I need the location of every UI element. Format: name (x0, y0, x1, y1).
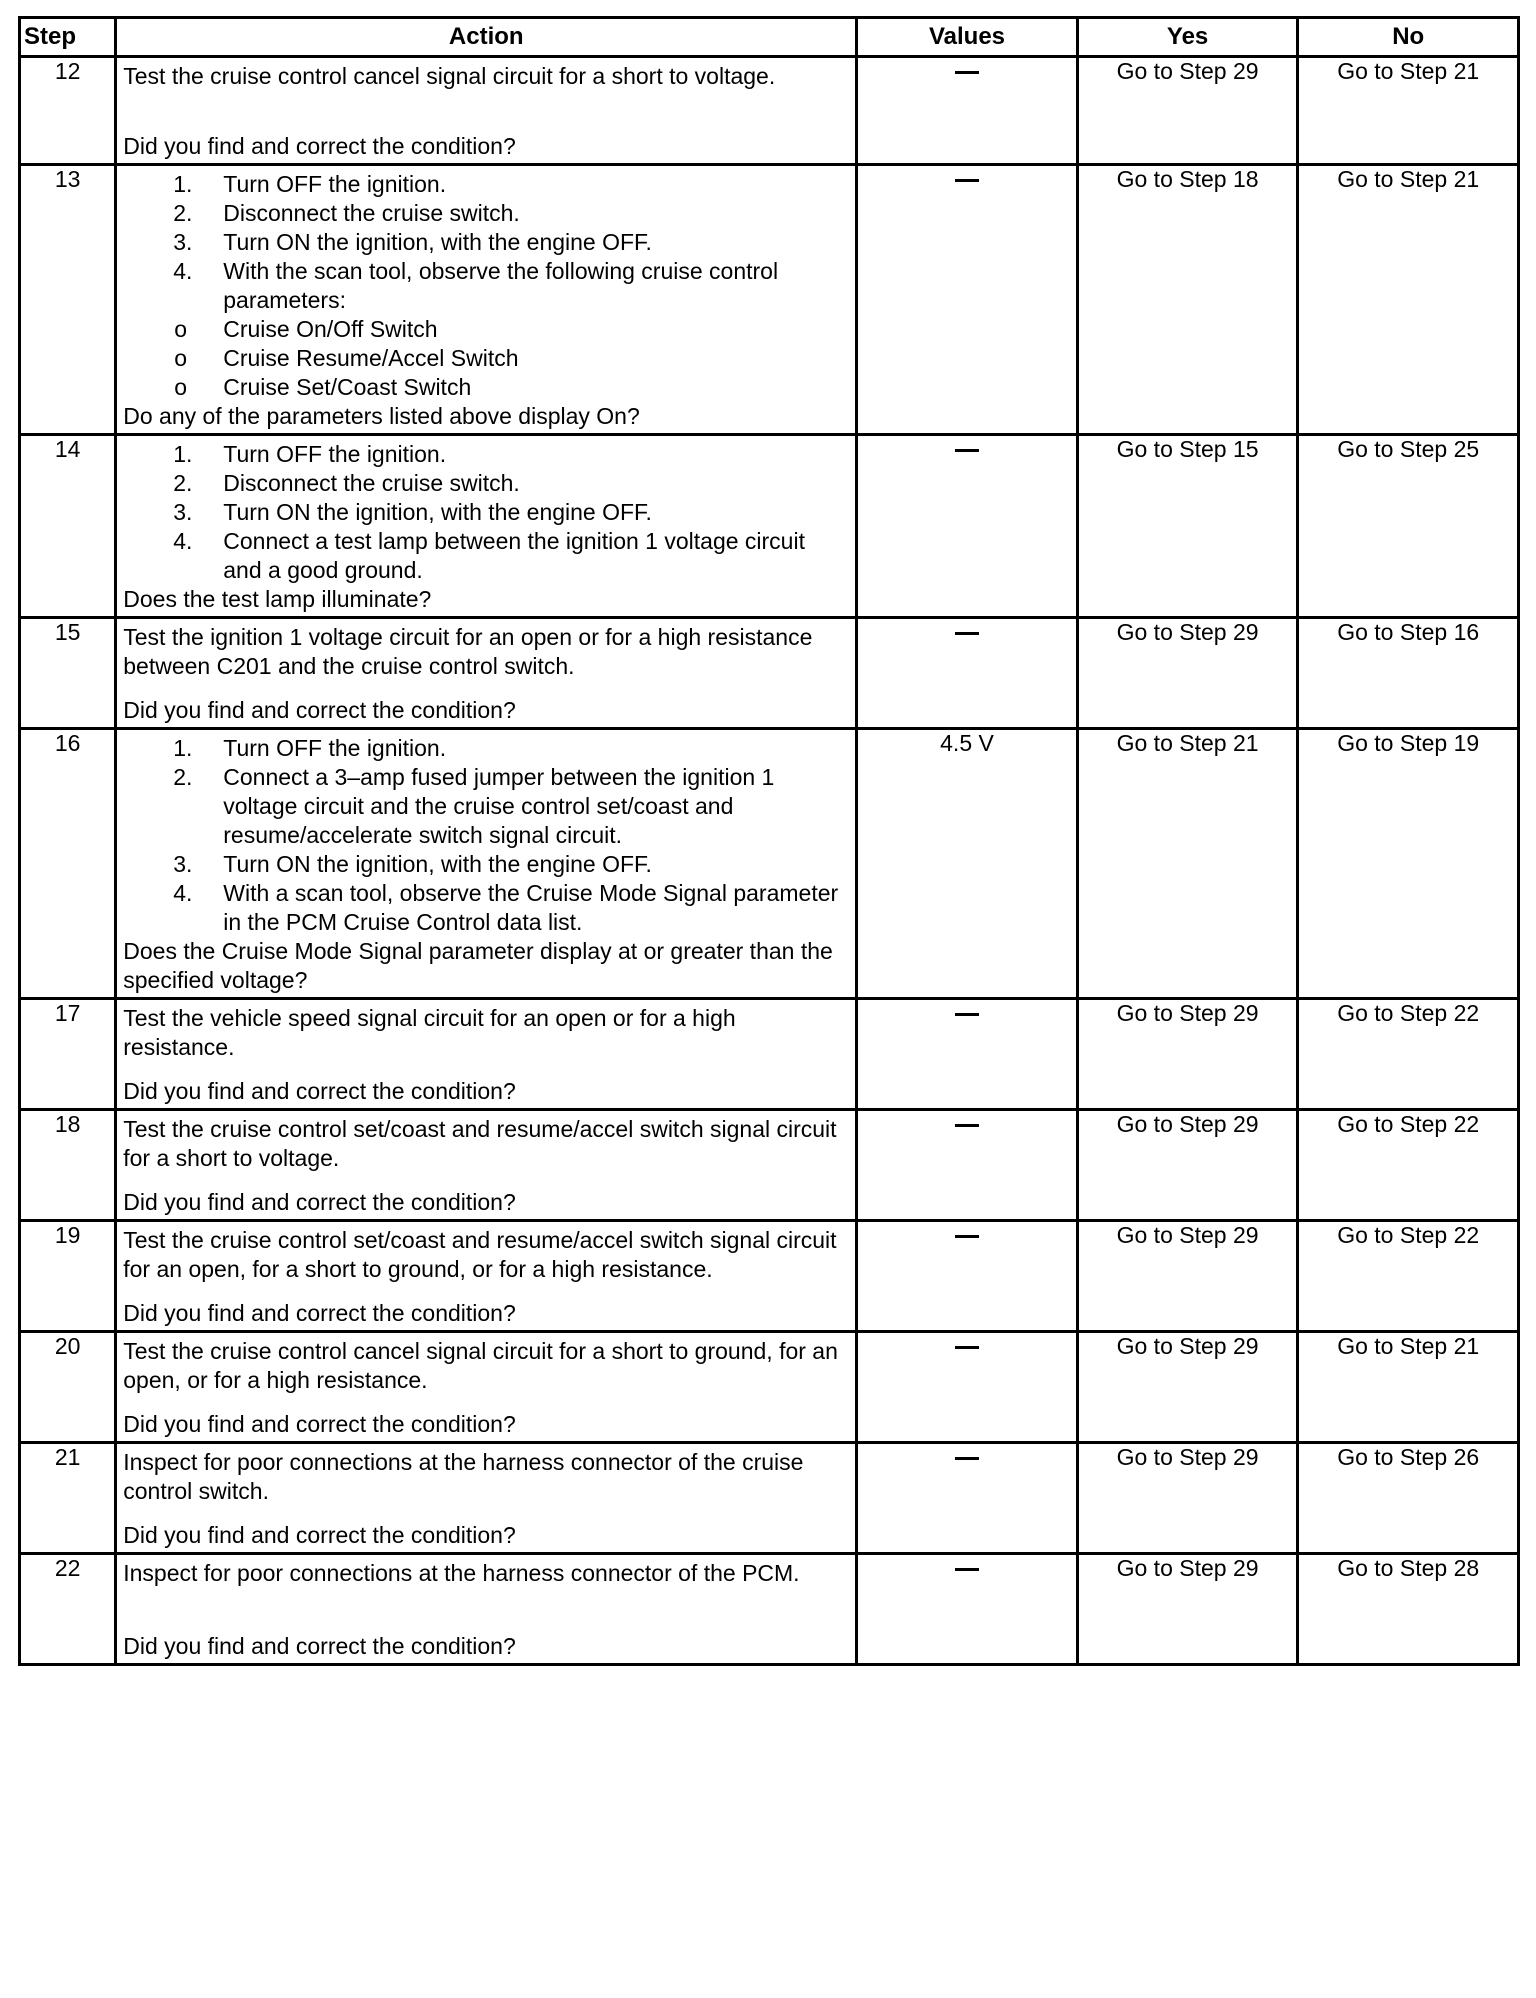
spacer (123, 1062, 849, 1077)
values-header: Values (857, 18, 1078, 57)
action-question: Did you find and correct the condition? (123, 697, 516, 723)
no-value-dash (955, 1346, 979, 1349)
step-item-text: With a scan tool, observe the Cruise Mode Signal parameter in the PCM Cruise Control data list. (223, 880, 839, 935)
action-content (117, 1222, 855, 1330)
step-number: 15 (20, 618, 116, 729)
list-item (123, 315, 849, 344)
action-content (117, 58, 855, 163)
values-cell (857, 435, 1078, 618)
step-item-number: 2. (173, 764, 193, 790)
values-cell (857, 1554, 1078, 1665)
action-instruction: Test the cruise control cancel signal circuit for a short to ground, for an open, or for a high resistance. (123, 1338, 838, 1393)
values-cell (857, 57, 1078, 165)
step-item-text: Turn ON the ignition, with the engine OFF. (223, 851, 652, 877)
list-item (123, 850, 849, 879)
no-value-dash (955, 1013, 979, 1016)
spacer (123, 681, 849, 696)
action-content (117, 166, 855, 433)
values-cell (857, 1332, 1078, 1443)
action-question: Does the Cruise Mode Signal parameter display at or greater than the specified voltage? (123, 938, 833, 993)
step-number: 17 (20, 999, 116, 1110)
action-cell (116, 1332, 857, 1443)
no-goto: Go to Step 21 (1298, 57, 1519, 165)
step-item-number: 4. (173, 258, 193, 284)
table-row (20, 1110, 1519, 1221)
parameter-name: Cruise Resume/Accel Switch (223, 345, 519, 371)
numbered-steps (123, 170, 849, 315)
yes-goto: Go to Step 29 (1077, 999, 1298, 1110)
action-instruction: Inspect for poor connections at the harness connector of the PCM. (123, 1560, 800, 1586)
step-item-number: 2. (173, 470, 193, 496)
no-value-dash (955, 71, 979, 74)
list-item (123, 469, 849, 498)
action-question: Did you find and correct the condition? (123, 1522, 516, 1548)
action-cell (116, 57, 857, 165)
no-value-dash (955, 1124, 979, 1127)
action-question: Do any of the parameters listed above display On? (123, 403, 640, 429)
bullet-marker: o (174, 345, 188, 371)
step-item-number: 3. (173, 229, 193, 255)
step-item-text: With the scan tool, observe the following cruise control parameters: (223, 258, 779, 313)
action-cell (116, 999, 857, 1110)
no-value-dash (955, 449, 979, 452)
list-item (123, 498, 849, 527)
action-content (117, 436, 855, 616)
yes-goto: Go to Step 29 (1077, 1554, 1298, 1665)
step-item-text: Turn ON the ignition, with the engine OFF. (223, 229, 652, 255)
action-question: Does the test lamp illuminate? (123, 586, 432, 612)
spacer (123, 1173, 849, 1188)
list-item (123, 228, 849, 257)
action-question: Did you find and correct the condition? (123, 133, 516, 159)
step-number: 21 (20, 1443, 116, 1554)
value-text: 4.5 V (940, 730, 994, 756)
table-row (20, 165, 1519, 435)
table-row (20, 57, 1519, 165)
list-item (123, 763, 849, 850)
spacer (123, 1284, 849, 1299)
no-goto: Go to Step 22 (1298, 1221, 1519, 1332)
action-cell (116, 1443, 857, 1554)
table-row (20, 1332, 1519, 1443)
no-goto: Go to Step 22 (1298, 999, 1519, 1110)
step-number: 13 (20, 165, 116, 435)
no-value-dash (955, 179, 979, 182)
action-content (117, 1555, 855, 1663)
step-item-number: 3. (173, 851, 193, 877)
yes-goto: Go to Step 29 (1077, 1443, 1298, 1554)
list-item (123, 170, 849, 199)
action-instruction: Test the vehicle speed signal circuit for an open or for a high resistance. (123, 1005, 736, 1060)
action-content (117, 1000, 855, 1108)
list-item (123, 199, 849, 228)
no-goto: Go to Step 21 (1298, 165, 1519, 435)
spacer (123, 1395, 849, 1410)
action-cell (116, 1554, 857, 1665)
table-row (20, 435, 1519, 618)
action-instruction: Test the cruise control cancel signal circuit for a short to voltage. (123, 63, 776, 89)
step-item-text: Turn ON the ignition, with the engine OFF. (223, 499, 652, 525)
action-cell (116, 1110, 857, 1221)
values-cell (857, 618, 1078, 729)
no-value-dash (955, 1235, 979, 1238)
action-content (117, 1333, 855, 1441)
action-instruction: Test the cruise control set/coast and resume/accel switch signal circuit for a short to voltage. (123, 1116, 837, 1171)
numbered-steps (123, 440, 849, 585)
no-header: No (1298, 18, 1519, 57)
step-number: 16 (20, 729, 116, 999)
diagnostic-procedure-table (18, 16, 1520, 1666)
step-item-text: Turn OFF the ignition. (223, 441, 447, 467)
yes-header: Yes (1077, 18, 1298, 57)
action-cell (116, 1221, 857, 1332)
yes-goto: Go to Step 29 (1077, 1110, 1298, 1221)
no-goto: Go to Step 26 (1298, 1443, 1519, 1554)
action-content (117, 1111, 855, 1219)
step-item-text: Disconnect the cruise switch. (223, 470, 520, 496)
action-cell (116, 435, 857, 618)
values-cell (857, 1221, 1078, 1332)
list-item (123, 879, 849, 937)
list-item (123, 373, 849, 402)
table-row (20, 1443, 1519, 1554)
step-number: 19 (20, 1221, 116, 1332)
table-row (20, 618, 1519, 729)
parameter-list (123, 315, 849, 402)
table-row (20, 1221, 1519, 1332)
bullet-marker: o (174, 374, 188, 400)
table-body (20, 57, 1519, 1665)
no-goto: Go to Step 25 (1298, 435, 1519, 618)
no-goto: Go to Step 28 (1298, 1554, 1519, 1665)
action-instruction: Test the ignition 1 voltage circuit for an open or for a high resistance between C201 and the cruise control switch. (123, 624, 813, 679)
yes-goto: Go to Step 21 (1077, 729, 1298, 999)
action-cell (116, 618, 857, 729)
values-cell (857, 1110, 1078, 1221)
no-value-dash (955, 1568, 979, 1571)
step-item-text: Disconnect the cruise switch. (223, 200, 520, 226)
action-header: Action (116, 18, 857, 57)
step-number: 20 (20, 1332, 116, 1443)
step-item-text: Turn OFF the ignition. (223, 171, 447, 197)
step-item-number: 1. (173, 735, 193, 761)
table-row (20, 999, 1519, 1110)
step-item-text: Turn OFF the ignition. (223, 735, 447, 761)
parameter-name: Cruise Set/Coast Switch (223, 374, 472, 400)
no-value-dash (955, 1457, 979, 1460)
values-cell (857, 999, 1078, 1110)
step-item-number: 3. (173, 499, 193, 525)
list-item (123, 344, 849, 373)
step-item-number: 4. (173, 880, 193, 906)
header-row (20, 18, 1519, 57)
step-item-text: Connect a test lamp between the ignition 1 voltage circuit and a good ground. (223, 528, 805, 583)
step-number: 12 (20, 57, 116, 165)
action-content (117, 619, 855, 727)
yes-goto: Go to Step 18 (1077, 165, 1298, 435)
action-instruction: Test the cruise control set/coast and resume/accel switch signal circuit for an open, for a short to ground, or for a high resistance. (123, 1227, 837, 1282)
action-cell (116, 165, 857, 435)
spacer (123, 1506, 849, 1521)
no-goto: Go to Step 21 (1298, 1332, 1519, 1443)
values-cell (857, 729, 1078, 999)
step-number: 18 (20, 1110, 116, 1221)
yes-goto: Go to Step 15 (1077, 435, 1298, 618)
step-item-number: 1. (173, 171, 193, 197)
parameter-name: Cruise On/Off Switch (223, 316, 438, 342)
spacer (123, 1588, 849, 1632)
values-cell (857, 1443, 1078, 1554)
list-item (123, 527, 849, 585)
spacer (123, 91, 849, 132)
step-number: 14 (20, 435, 116, 618)
yes-goto: Go to Step 29 (1077, 618, 1298, 729)
action-question: Did you find and correct the condition? (123, 1300, 516, 1326)
no-goto: Go to Step 19 (1298, 729, 1519, 999)
action-question: Did you find and correct the condition? (123, 1411, 516, 1437)
yes-goto: Go to Step 29 (1077, 57, 1298, 165)
action-cell (116, 729, 857, 999)
list-item (123, 734, 849, 763)
list-item (123, 257, 849, 315)
step-header: Step (20, 18, 116, 57)
list-item (123, 440, 849, 469)
yes-goto: Go to Step 29 (1077, 1332, 1298, 1443)
action-instruction: Inspect for poor connections at the harness connector of the cruise control switch. (123, 1449, 804, 1504)
bullet-marker: o (174, 316, 188, 342)
action-question: Did you find and correct the condition? (123, 1189, 516, 1215)
step-number: 22 (20, 1554, 116, 1665)
table-row (20, 729, 1519, 999)
table-row (20, 1554, 1519, 1665)
step-item-number: 2. (173, 200, 193, 226)
action-content (117, 730, 855, 997)
action-content (117, 1444, 855, 1552)
action-question: Did you find and correct the condition? (123, 1078, 516, 1104)
step-item-number: 1. (173, 441, 193, 467)
yes-goto: Go to Step 29 (1077, 1221, 1298, 1332)
numbered-steps (123, 734, 849, 937)
values-cell (857, 165, 1078, 435)
no-value-dash (955, 632, 979, 635)
step-item-text: Connect a 3–amp fused jumper between the ignition 1 voltage circuit and the cruise control set/coast and resume/accelerate switch signal circuit. (223, 764, 775, 848)
action-question: Did you find and correct the condition? (123, 1633, 516, 1659)
step-item-number: 4. (173, 528, 193, 554)
no-goto: Go to Step 16 (1298, 618, 1519, 729)
no-goto: Go to Step 22 (1298, 1110, 1519, 1221)
